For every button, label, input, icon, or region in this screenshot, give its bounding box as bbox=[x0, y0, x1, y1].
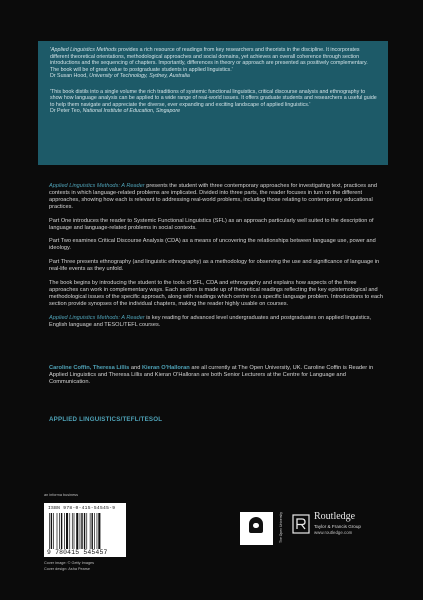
blurb-paragraph-5: The book begins by introducing the student to the tools of SFL, CDA and ethnography and explains how aspects of the three approaches can work in complementary ways. Each section is made up of theoretical readings reflecting the key epistemological and methodological issues of the specific approach, along with readings which centre on a specific language problem. Introductions to each section provide synopses of the individual chapters, making the reader highly usable on courses. bbox=[49, 280, 383, 307]
blurb-paragraph-1 bbox=[49, 183, 383, 211]
endorsement-2-affiliation: National Institute of Education, Singapore bbox=[82, 108, 181, 114]
endorsement-1-text: provides a rich resource of readings from key researchers and theorists in the discipline. It incorporates different theoretical orientations, methodological approaches and social domains, yet achieves an overall coherence through section introductions and the sequencing of chapters. Importantly, differences in theory or approach are presented as positively complementary. The book will be of great value to postgraduate students in applied linguistics.' bbox=[50, 47, 368, 73]
publisher-name: Routledge bbox=[314, 511, 356, 522]
routledge-logo-icon bbox=[292, 514, 310, 534]
author-names: Caroline Coffin, Theresa Lillis bbox=[49, 365, 130, 371]
barcode-number: 9 780415 545457 bbox=[47, 549, 108, 556]
informa-label: an informa business bbox=[44, 493, 78, 497]
book-title-ref: Applied Linguistics Methods: A Reader bbox=[49, 183, 145, 189]
publisher-website: www.routledge.com bbox=[314, 530, 353, 535]
open-university-logo bbox=[240, 512, 273, 545]
cover-image-credit: Cover image: © Getty Images bbox=[44, 561, 95, 565]
author-and: and bbox=[129, 365, 142, 371]
endorsement-2-person: Dr Peter Teo, bbox=[50, 108, 83, 114]
endorsement-2 bbox=[50, 89, 378, 115]
blurb-p1-text: presents the student with three contemporary approaches for investigating text, practices and contexts in which language-related problems are implicated. Divided into three parts, the reader focuses in turn on the different approaches, showing how each is relevant to addressing real-world problems, including those relating to contemporary educational practices. bbox=[49, 183, 377, 210]
endorsement-1-attribution bbox=[50, 73, 378, 80]
open-university-text: The Open University bbox=[279, 512, 283, 544]
subject-category: APPLIED LINGUISTICS/TEFL/TESOL bbox=[49, 416, 163, 423]
author-bio bbox=[49, 365, 383, 386]
blurb-p6-text: is key reading for advanced level undergraduates and postgraduates on applied linguistics, English language and TESOL/TEFL courses. bbox=[49, 314, 372, 328]
cover-design-credit: Cover design: Asha Pearse bbox=[44, 566, 91, 571]
publisher-group: Taylor & Francis Group bbox=[314, 524, 361, 529]
endorsement-1-title: Applied Linguistics Methods bbox=[51, 47, 117, 53]
barcode-bars bbox=[48, 513, 122, 549]
author-name-3: Kieran O'Halloran bbox=[141, 365, 190, 371]
endorsement-2-text: 'This book distils into a single volume the rich traditions of systemic functional linguistics, critical discourse analysis and ethnography to show how language analysis can be applied to a wide range of real-world issues. It offers graduate students and researchers a useful guide to help them navigate and appreciate the diverse, ever expanding and exciting landscape of applied linguistics.' bbox=[50, 88, 377, 108]
isbn: ISBN 978-0-415-54545-9 bbox=[48, 506, 116, 511]
ou-shield-icon bbox=[249, 517, 263, 533]
blurb-paragraph-2: Part One introduces the reader to Systemic Functional Linguistics (SFL) as an approach particularly well suited to the description of language and language-related problems in social contexts. bbox=[49, 217, 374, 231]
barcode bbox=[44, 503, 126, 557]
book-title-ref-2: Applied Linguistics Methods: A Reader bbox=[49, 314, 145, 321]
endorsements-box bbox=[38, 41, 388, 165]
endorsement-2-attribution bbox=[50, 108, 378, 115]
blurb-paragraph-4: Part Three presents ethnography (and linguistic ethnography) as a methodology for observing the use and significance of language in real-life events as they unfold. bbox=[49, 259, 380, 273]
cover-credits bbox=[44, 561, 94, 572]
endorsement-1-affiliation: University of Technology, Sydney, Australia bbox=[89, 73, 190, 79]
endorsement-1: 'Applied Linguistics Methods provides a rich resource of readings from key researchers and theorists in the discipline. It incorporates different theoretical orientations, methodological approaches and social domains, yet achieves an overall coherence through section introductions and the sequencing of chapters. Importantly, differences in theory or approach are presented as positively complementary. The book will be of great value to postgraduate students in applied linguistics.' Dr Susan Hood, University of Technology, Sydney, Australia bbox=[50, 47, 378, 80]
blurb-paragraph-3: Part Two examines Critical Discourse Analysis (CDA) as a means of uncovering the relationships between language use, power and ideology. bbox=[49, 238, 376, 252]
endorsement-1-person: Dr Susan Hood, bbox=[50, 73, 90, 79]
author-bio-text: are all currently at The Open University, UK. Caroline Coffin is Reader in Applied Linguistics and Theresa Lillis and Kieran O'Halloran are both Senior Lecturers at the Centre for Language and Communication. bbox=[49, 365, 374, 385]
blurb bbox=[49, 183, 383, 336]
blurb-paragraph-6 bbox=[49, 315, 383, 329]
